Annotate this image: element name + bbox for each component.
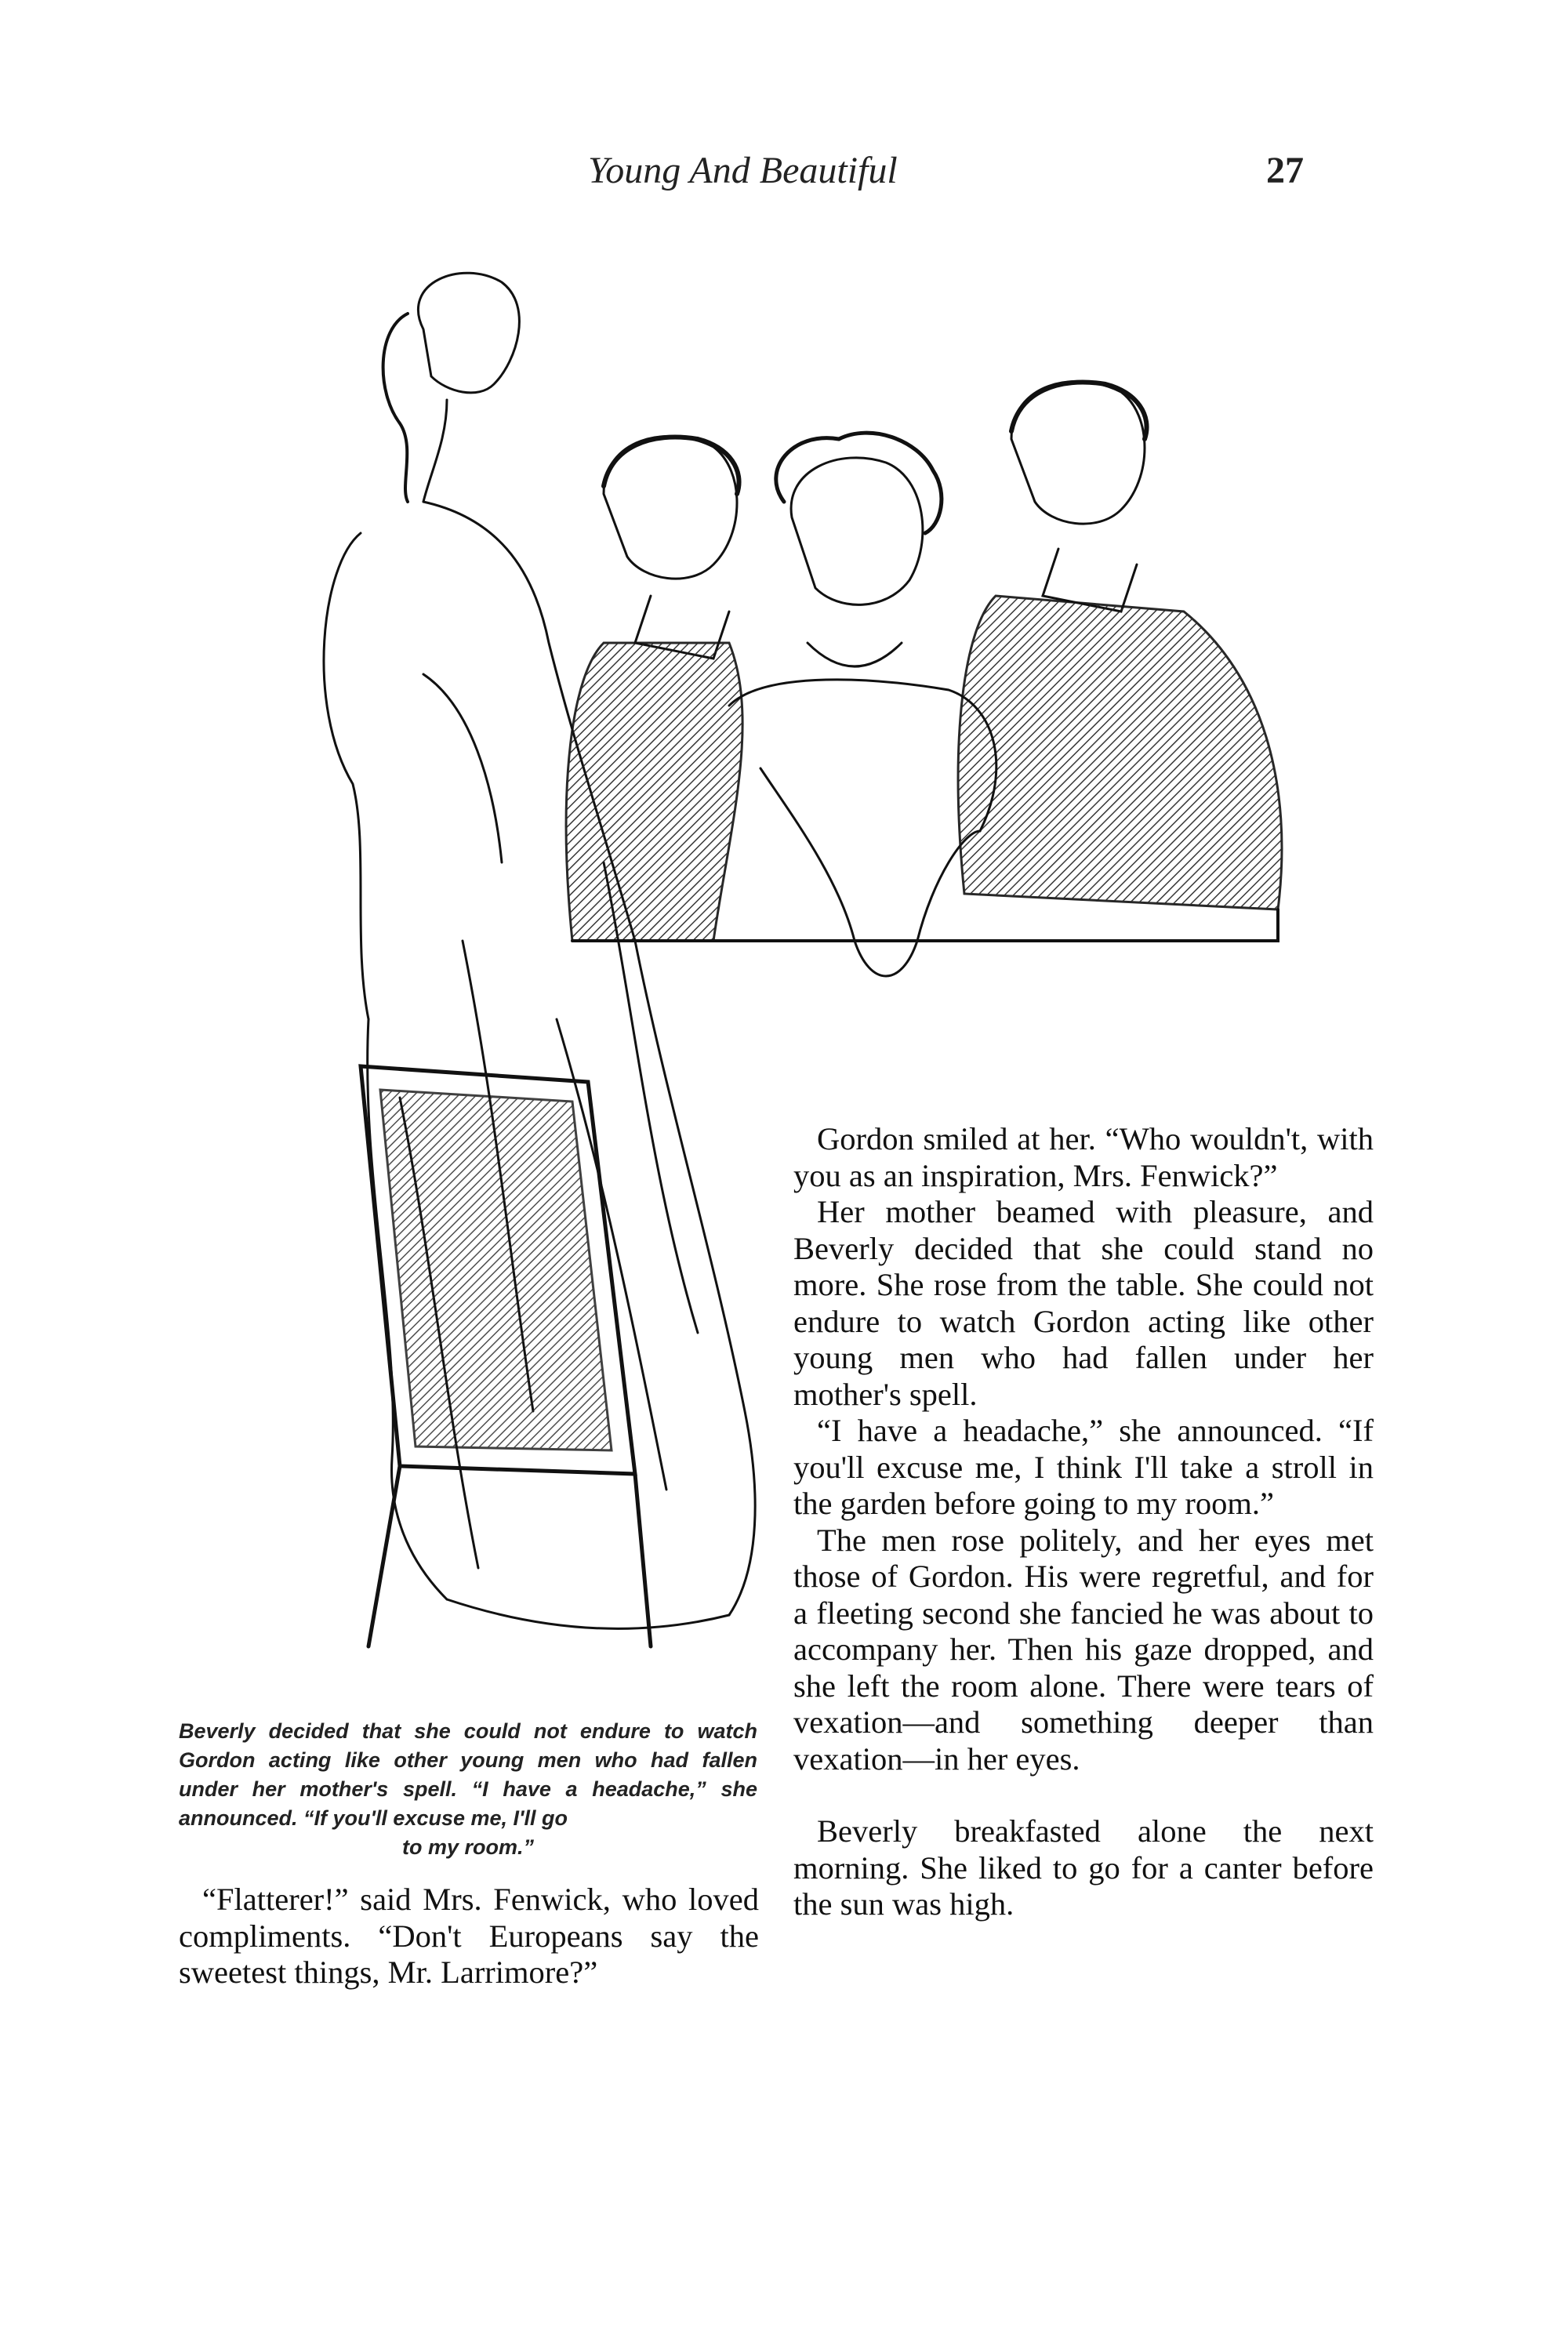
paragraph: Gordon smiled at her. “Who wouldn't, with you as an inspiration, Mrs. Fenwick?”: [793, 1121, 1374, 1193]
page-number: 27: [1266, 150, 1304, 191]
paragraph: “Flatterer!” said Mrs. Fenwick, who loved compliments. “Don't Europeans say the sweetest things, Mr. Larrimore?”: [179, 1882, 759, 1990]
paragraph-gap: [793, 1777, 1374, 1813]
paragraph: The men rose politely, and her eyes met those of Gordon. His were regretful, and for a fleeting second she fancied he was about to accompany her. Then his gaze dropped, and she left the room alone. There were tears of vexation—and something deeper than vexation—in her eyes.: [793, 1522, 1374, 1777]
paragraph: “I have a headache,” she announced. “If you'll excuse me, I think I'll take a stroll in the garden before going to my room.”: [793, 1413, 1374, 1521]
caption-last-line: to my room.”: [401, 1835, 534, 1859]
man-left-figure: [566, 437, 742, 942]
young-woman-figure: [729, 433, 996, 976]
running-title: Young And Beautiful: [588, 150, 898, 191]
paragraph: Her mother beamed with pleasure, and Beverly decided that she could stand no more. She rose from the table. She could not endure to watch Gordon acting like other young men who had fallen under her mother's spell.: [793, 1194, 1374, 1412]
illustration-caption: [179, 1717, 757, 1862]
right-column: [793, 1121, 1374, 1923]
running-header: [0, 149, 1568, 204]
chair: [361, 1066, 651, 1646]
man-right-figure: [958, 382, 1282, 910]
paragraph: Beverly breakfasted alone the next morning. She liked to go for a canter before the sun was high.: [793, 1813, 1374, 1922]
left-column: [179, 1882, 759, 1991]
caption-text: Beverly decided that she could not endure to watch Gordon acting like other young men who had fallen under her mother's spell. “I have a headache,” she announced. “If you'll excuse me, I'll go: [179, 1719, 757, 1830]
